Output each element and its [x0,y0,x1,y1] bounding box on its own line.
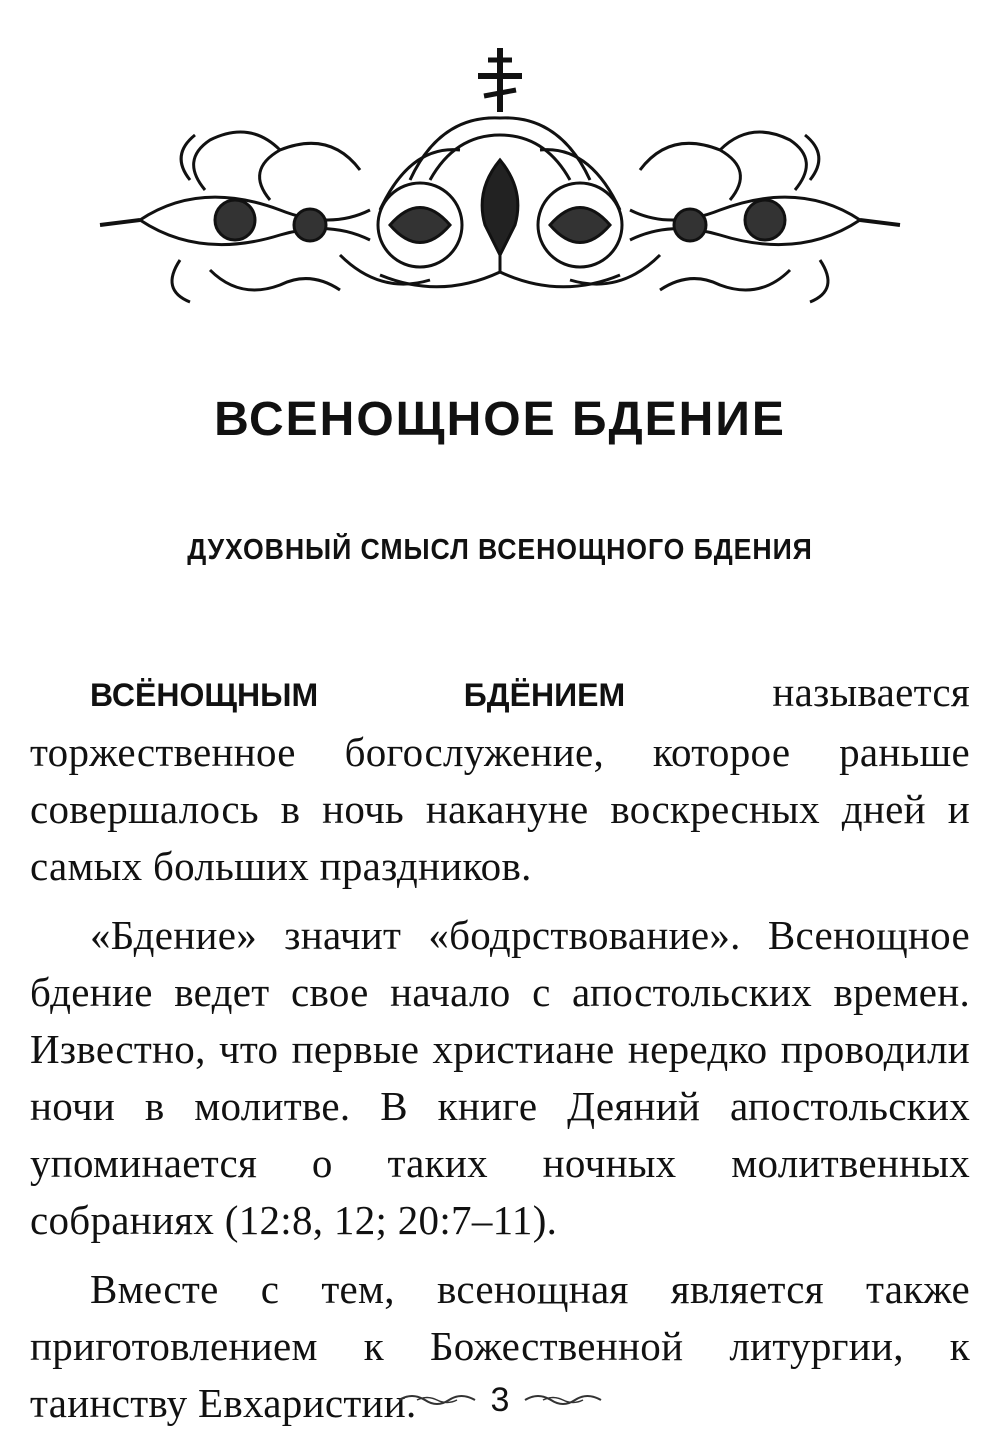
page-footer [0,1380,1000,1420]
paragraph-1 [30,664,970,895]
left-flourish-icon [397,1390,477,1410]
paragraph-1-text: называется торжественное богослужение, которое раньше совершалось в ночь накануне воскресных дней и самых больших праздников. [30,669,970,889]
section-subtitle: ДУХОВНЫЙ СМЫСЛ ВСЕНОЩНОГО БДЕНИЯ [187,534,813,566]
right-flourish-icon [523,1390,603,1410]
paragraph-2 [30,907,970,1249]
paragraph-3-text: Вместе с тем, всенощная является также приготовлением к Божественной литургии, к таинству Евхаристии. [30,1266,970,1426]
paragraph-1-lead: ВСЁНОЩНЫМ БДЁНИЕМ [90,677,626,713]
header-ornament-icon [80,40,920,310]
chapter-title: ВСЕНОЩНОЕ БДЕНИЕ [214,393,786,446]
body-text [30,664,970,1444]
page-number: 3 [490,1380,510,1419]
paragraph-2-text: «Бдение» значит «бодрствование». Всенощное бдение ведет свое начало с апостольских времен. Известно, что первые христиане нередко проводили ночи в молитве. В книге Деяний апостольских упоминается о таких ночных молитвенных собраниях (12:8, 12; 20:7–11). [30,912,970,1243]
